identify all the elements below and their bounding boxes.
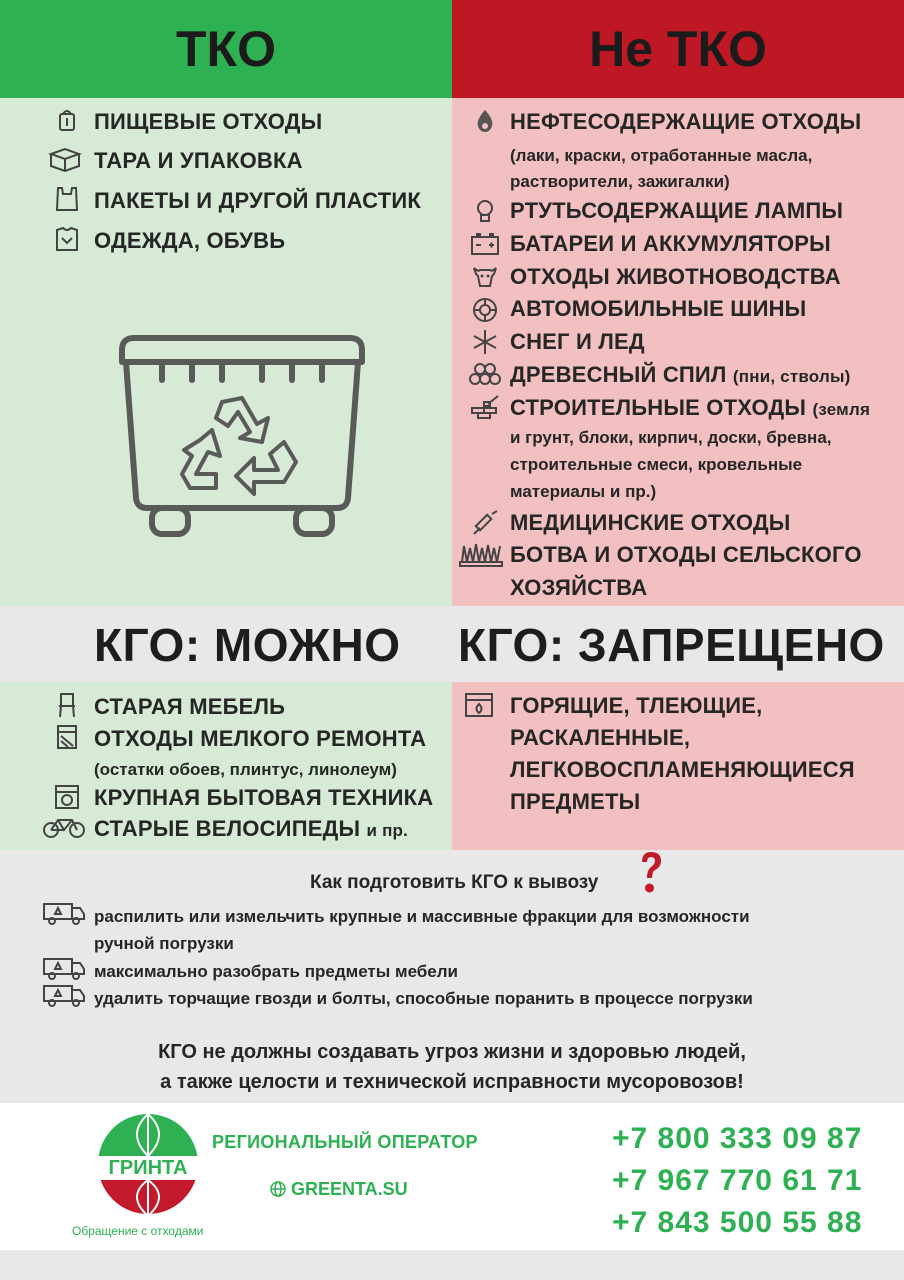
phone-1[interactable]: +7 800 333 09 87 [612,1122,863,1155]
not-tko-construction-detail-2: строительные смеси, кровельные [510,455,803,474]
website-link[interactable]: GREENTA.SU [291,1179,408,1199]
snowflake-icon [470,329,500,355]
tko-item-clothes: ОДЕЖДА, ОБУВЬ [94,228,286,253]
question-mark-icon [638,850,664,896]
not-tko-medical: МЕДИЦИНСКИЕ ОТХОДЫ [510,510,791,535]
phone-2[interactable]: +7 967 770 61 71 [612,1164,863,1197]
battery-icon [470,231,500,257]
not-tko-construction-detail-3: материалы и пр.) [510,482,657,501]
cow-icon [470,264,500,290]
syringe-icon [470,510,500,536]
not-tko-title: Не ТКО [589,21,767,77]
clothes-icon [52,226,82,252]
not-tko-construction [510,392,870,426]
phone-3[interactable]: +7 843 500 55 88 [612,1206,863,1239]
kgo-forbidden-1: ГОРЯЩИЕ, ТЛЕЮЩИЕ, [510,693,763,718]
tko-item-packaging: ТАРА И УПАКОВКА [94,148,303,173]
not-tko-wood [510,359,851,393]
not-tko-oil-detail-1: (лаки, краски, отработанные масла, [510,146,813,165]
prepare-step-1b: ручной погрузки [94,934,234,953]
not-tko-snow: СНЕГ И ЛЕД [510,329,645,354]
lamp-icon [470,198,500,224]
box-icon [48,146,82,172]
warning-line-1: КГО не должны создавать угроз жизни и здоровью людей, [158,1041,746,1063]
kgo-allowed-furniture: СТАРАЯ МЕБЕЛЬ [94,694,286,719]
svg-text:ГРИНТА: ГРИНТА [108,1157,188,1179]
not-tko-construction-detail-0: (земля [812,400,871,419]
kgo-allowed-appliances: КРУПНАЯ БЫТОВАЯ ТЕХНИКА [94,785,434,810]
not-tko-tires: АВТОМОБИЛЬНЫЕ ШИНЫ [510,296,807,321]
tko-title: ТКО [176,21,276,77]
fire-drop-icon [470,108,500,134]
prepare-step-1a: распилить или измельчить крупные и массивные фракции для возможности [94,907,750,926]
prepare-title: Как подготовить КГО к вывозу [310,872,599,893]
not-tko-agro-1: БОТВА И ОТХОДЫ СЕЛЬСКОГО [510,542,862,567]
appliance-icon [52,784,82,810]
kgo-allowed-bikes-label: СТАРЫЕ ВЕЛОСИПЕДЫ [94,816,361,841]
not-tko-header [452,0,904,98]
logs-icon [468,361,502,387]
not-tko-oil: НЕФТЕСОДЕРЖАЩИЕ ОТХОДЫ [510,109,862,134]
garbage-truck-icon [42,955,86,981]
plastic-bag-icon [52,186,82,212]
garbage-truck-icon [42,900,86,926]
food-waste-icon [52,108,82,134]
not-tko-wood-detail: (пни, стволы) [732,367,851,386]
not-tko-oil-detail-2: растворители, зажигалки) [510,172,730,191]
kgo-allowed-repair-detail: (остатки обоев, плинтус, линолеум) [94,760,397,779]
kgo-forbidden-4: ПРЕДМЕТЫ [510,789,641,814]
kgo-allowed-repair: ОТХОДЫ МЕЛКОГО РЕМОНТА [94,726,427,751]
not-tko-livestock: ОТХОДЫ ЖИВОТНОВОДСТВА [510,264,841,289]
regional-operator-label: РЕГИОНАЛЬНЫЙ ОПЕРАТОР [212,1132,478,1152]
globe-icon [270,1181,286,1197]
kgo-forbidden-title: КГО: ЗАПРЕЩЕНО [458,619,885,671]
logo-tagline: Обращение с отходами [72,1224,204,1238]
not-tko-construction-detail-1: и грунт, блоки, кирпич, доски, бревна, [510,428,832,447]
tko-item-plastic: ПАКЕТЫ И ДРУГОЙ ПЛАСТИК [94,188,421,213]
kgo-forbidden-2: РАСКАЛЕННЫЕ, [510,725,691,750]
warning-line-2: а также целости и технической исправности мусоровозов! [160,1071,744,1093]
garbage-truck-icon [42,982,86,1008]
not-tko-mercury: РТУТЬСОДЕРЖАЩИЕ ЛАМПЫ [510,198,844,223]
chair-icon [52,692,82,718]
not-tko-batteries: БАТАРЕИ И АККУМУЛЯТОРЫ [510,231,831,256]
kgo-forbidden-3: ЛЕГКОВОСПЛАМЕНЯЮЩИЕСЯ [510,757,855,782]
waste-container-illustration [112,330,372,545]
tko-item-food: ПИЩЕВЫЕ ОТХОДЫ [94,109,323,134]
greenta-logo [96,1112,200,1216]
bicycle-icon [42,814,86,840]
not-tko-construction-label: СТРОИТЕЛЬНЫЕ ОТХОДЫ [510,395,807,420]
not-tko-agro-2: ХОЗЯЙСТВА [510,575,648,600]
bricks-trowel-icon [470,394,500,420]
not-tko-wood-label: ДРЕВЕСНЫЙ СПИЛ [510,362,727,387]
kgo-allowed-bikes-suffix: и пр. [366,821,409,840]
tko-header [0,0,452,98]
tire-icon [470,297,500,323]
grass-icon [458,542,504,568]
prepare-step-2: максимально разобрать предметы мебели [94,962,459,981]
prepare-step-3: удалить торчащие гвозди и болты, способные поранить в процессе погрузки [94,989,753,1008]
kgo-allowed-title: КГО: МОЖНО [94,619,401,671]
wallpaper-roll-icon [52,724,82,750]
fireplace-icon [464,692,494,718]
kgo-allowed-bikes [94,813,408,847]
